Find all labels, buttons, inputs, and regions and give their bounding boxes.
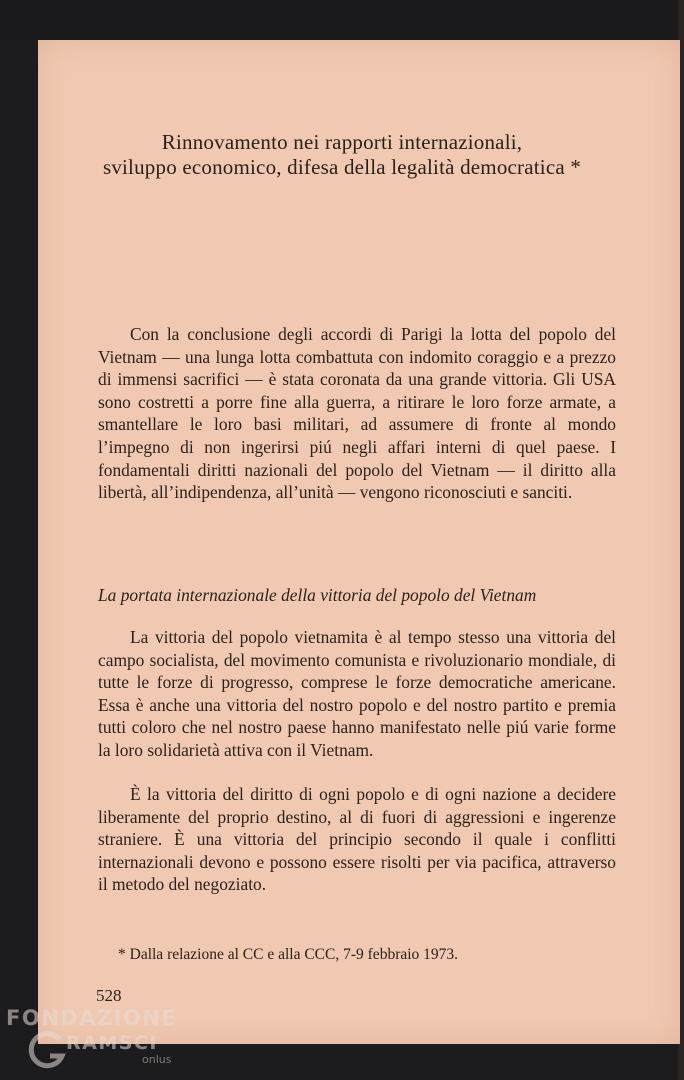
page-number: 528 bbox=[96, 986, 122, 1005]
scan-top-border bbox=[0, 0, 684, 40]
paragraph-1-text: Con la conclusione degli accordi di Parigi la lotta del popolo del Vietnam — una lunga lotta combattuta con indomito coraggio e a prezzo di immensi sacrifici — è stata coronata da una grande vittoria. Gli USA sono costretti a porre fine alla guerra, a ritirare le loro forze armate, a smantellare le loro basi militari, ad assumere di fronte al mondo l’impegno di non ingerirsi piú negli affari interni di quel paese. I fondamentali diritti nazionali del popolo del Vietnam — il diritto alla libertà, all’indipendenza, all’unità — vengono riconosciuti e sanciti. bbox=[98, 324, 616, 503]
gramsci-logo-icon bbox=[28, 1026, 68, 1072]
watermark-line2: RAMSCI bbox=[66, 1032, 158, 1054]
paragraph-2 bbox=[98, 626, 616, 762]
watermark-line3: onlus bbox=[142, 1053, 172, 1066]
paragraph-1 bbox=[98, 323, 616, 504]
page-title-line1: Rinnovamento nei rapporti internazionali, bbox=[161, 130, 523, 154]
footnote: * Dalla relazione al CC e alla CCC, 7-9 febbraio 1973. bbox=[118, 946, 459, 963]
watermark-line1: FONDAZIONE bbox=[6, 1006, 178, 1030]
watermark bbox=[4, 1002, 204, 1080]
page-title-line2: sviluppo economico, difesa della legalità democratica * bbox=[102, 155, 582, 179]
paragraph-3-text: È la vittoria del diritto di ogni popolo e di ogni nazione a decidere liberamente del proprio destino, al di fuori di aggressioni e ingerenze straniere. È una vittoria del principio secondo il quale i conflitti internazionali devono e possono essere risolti per via pacifica, attraverso il metodo del negoziato. bbox=[98, 784, 616, 895]
paragraph-2-text: La vittoria del popolo vietnamita è al tempo stesso una vittoria del campo socialista, del movimento comunista e rivoluzionario mondiale, di tutte le forze di progresso, comprese le forze democratiche americane. Essa è anche una vittoria del nostro popolo e del nostro partito e premia tutti coloro che nel nostro paese hanno manifestato nelle piú varie forme la loro solidarietà attiva con il Vietnam. bbox=[98, 627, 616, 760]
section-heading: La portata internazionale della vittoria del popolo del Vietnam bbox=[98, 585, 537, 605]
paragraph-3 bbox=[98, 783, 616, 896]
